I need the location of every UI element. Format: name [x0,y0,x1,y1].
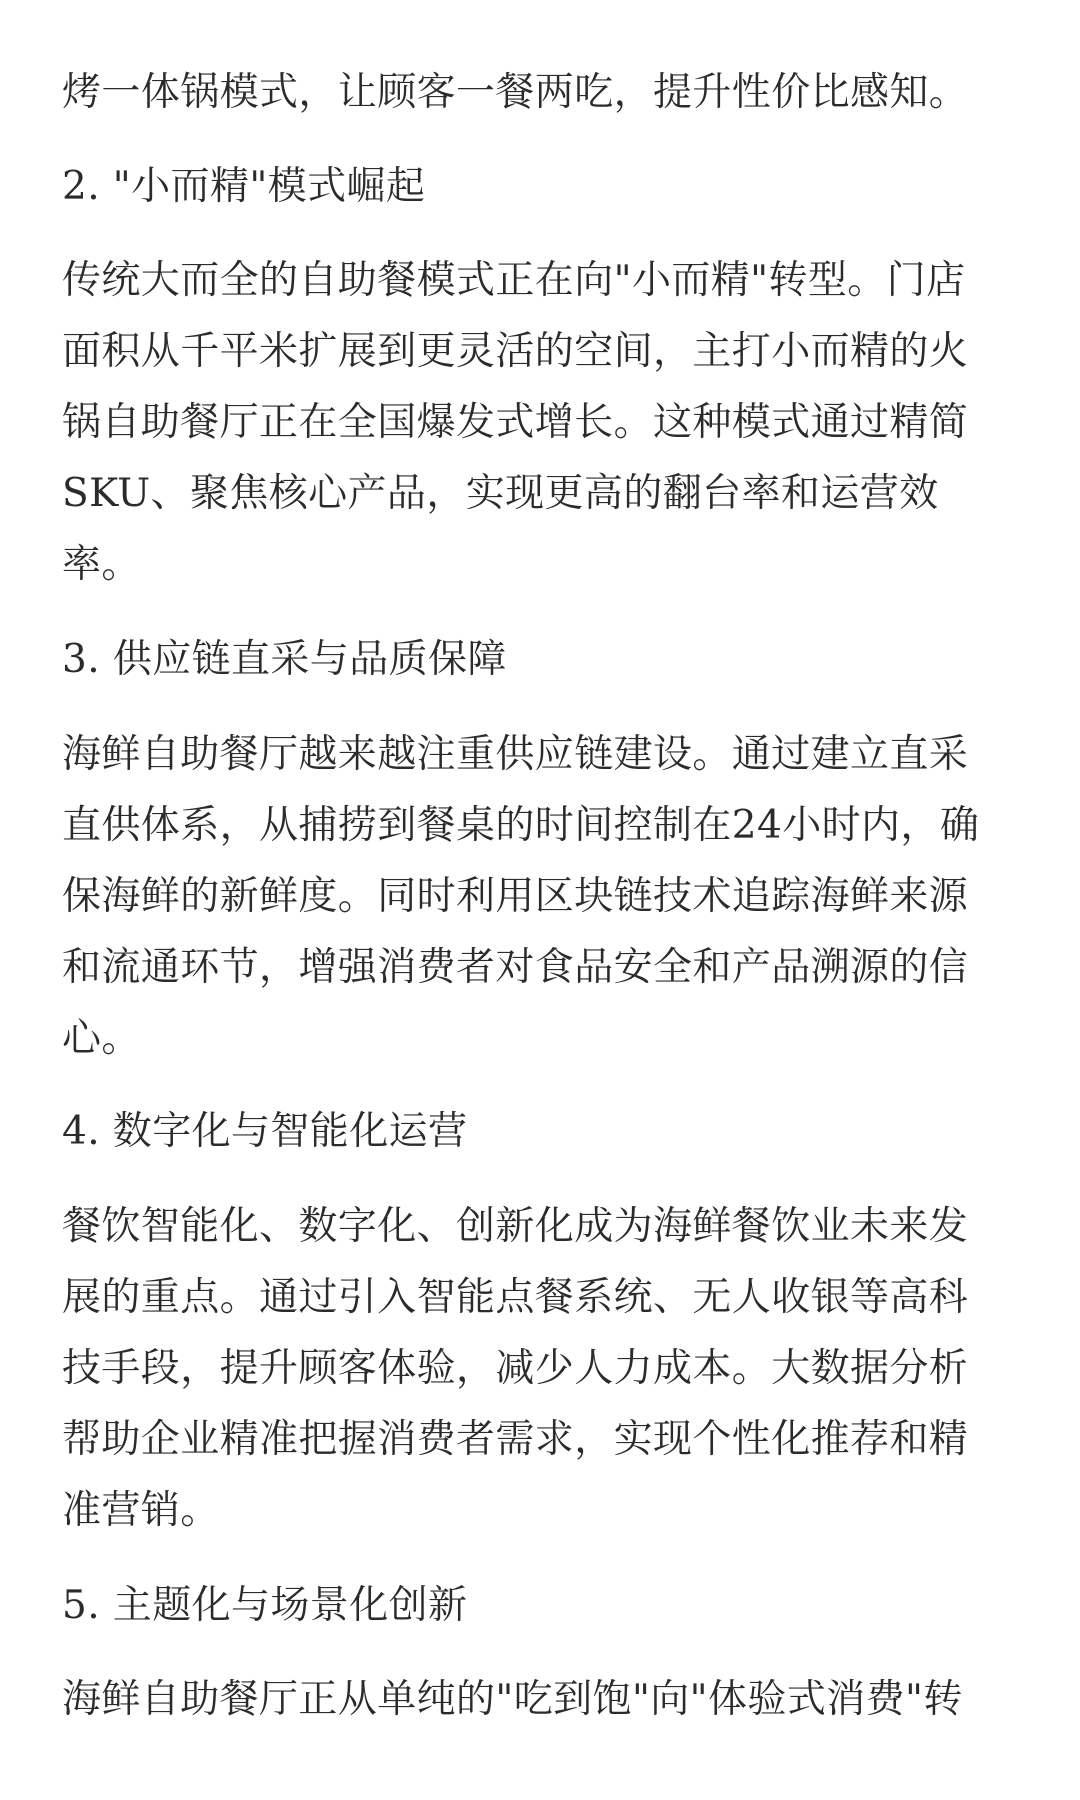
section-heading-4: 4. 数字化与智能化运营 [62,1109,468,1154]
section-heading-3: 3. 供应链直采与品质保障 [62,637,507,682]
paragraph-line: 和流通环节，增强消费者对食品安全和产品溯源的信 [62,945,969,990]
paragraph-line: 烤一体锅模式，让顾客一餐两吃，提升性价比感知。 [62,70,969,115]
paragraph-line: 餐饮智能化、数字化、创新化成为海鲜餐饮业未来发 [62,1204,969,1249]
paragraph-line: 保海鲜的新鲜度。同时利用区块链技术追踪海鲜来源 [62,874,969,919]
paragraph-line: SKU、聚焦核心产品，实现更高的翻台率和运营效 [62,471,939,516]
paragraph-line: 传统大而全的自助餐模式正在向"小而精"转型。门店 [62,258,966,303]
paragraph-line: 技手段，提升顾客体验，减少人力成本。大数据分析 [62,1346,969,1391]
paragraph-line: 海鲜自助餐厅越来越注重供应链建设。通过建立直采 [62,732,969,777]
section-heading-5: 5. 主题化与场景化创新 [62,1583,468,1628]
paragraph-line: 准营销。 [62,1488,220,1533]
paragraph-line: 展的重点。通过引入智能点餐系统、无人收银等高科 [62,1275,969,1320]
paragraph-line: 率。 [62,542,141,587]
paragraph-line: 海鲜自助餐厅正从单纯的"吃到饱"向"体验式消费"转 [62,1677,963,1722]
paragraph-line: 锅自助餐厅正在全国爆发式增长。这种模式通过精简 [62,400,969,445]
paragraph-line: 帮助企业精准把握消费者需求，实现个性化推荐和精 [62,1417,969,1462]
section-heading-2: 2. "小而精"模式崛起 [62,164,426,209]
paragraph-line: 直供体系，从捕捞到餐桌的时间控制在24小时内，确 [62,803,980,848]
paragraph-line: 心。 [62,1016,141,1061]
paragraph-line: 面积从千平米扩展到更灵活的空间，主打小而精的火 [62,329,969,374]
